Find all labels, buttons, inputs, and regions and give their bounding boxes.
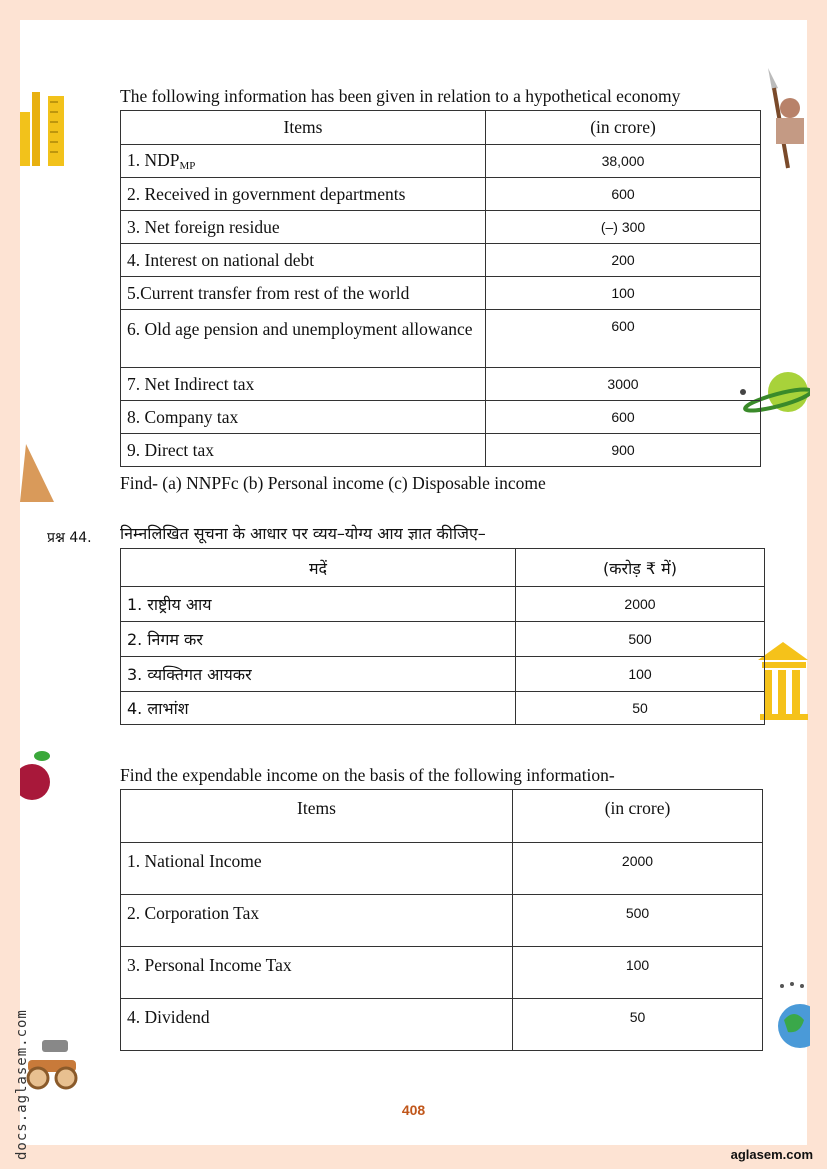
row-value: 50 — [516, 692, 765, 725]
row-value: 2000 — [513, 843, 763, 895]
row-value: 600 — [486, 401, 761, 434]
table-row — [121, 368, 761, 401]
row-label: 4. Interest on national debt — [121, 244, 486, 277]
table-row — [121, 587, 765, 622]
row-label: 4. Dividend — [121, 999, 513, 1051]
row-value: 50 — [513, 999, 763, 1051]
q44-intro-hindi: निम्नलिखित सूचना के आधार पर व्यय–योग्य आय ज्ञात कीजिए– — [120, 524, 486, 543]
row-label: 5.Current transfer from rest of the world — [121, 277, 486, 310]
row-label: 3. व्यक्तिगत आयकर — [121, 657, 516, 692]
q43-table — [120, 110, 761, 467]
side-watermark: docs.aglasem.com — [14, 1009, 30, 1160]
row-label: 3. Net foreign residue — [121, 211, 486, 244]
header-value: (in crore) — [513, 790, 763, 843]
pyramid-decoration-icon — [20, 444, 54, 502]
page-number: 408 — [401, 1102, 426, 1118]
q44-intro-english: Find the expendable income on the basis of the following information- — [120, 765, 615, 785]
pillar-building-icon — [758, 642, 808, 720]
caveman-decoration-icon — [762, 68, 810, 172]
row-label: 6. Old age pension and unemployment allowance — [121, 310, 486, 368]
table-row — [121, 244, 761, 277]
q43-intro: The following information has been given in relation to a hypothetical economy — [120, 86, 681, 106]
header-items: Items — [121, 790, 513, 843]
table-row — [121, 843, 763, 895]
row-value: 100 — [486, 277, 761, 310]
header-items: Items — [121, 111, 486, 145]
row-label: 2. निगम कर — [121, 622, 516, 657]
table-row — [121, 145, 761, 178]
table-header-row — [121, 111, 761, 145]
apple-decoration-icon — [20, 742, 54, 804]
row-value: 100 — [516, 657, 765, 692]
q44-hindi-table — [120, 548, 765, 725]
table-row — [121, 178, 761, 211]
q44-english-table — [120, 789, 763, 1051]
row-label: 7. Net Indirect tax — [121, 368, 486, 401]
row-value: 100 — [513, 947, 763, 999]
row-label: 9. Direct tax — [121, 434, 486, 467]
row-value: 38,000 — [486, 145, 761, 178]
row-value: 2000 — [516, 587, 765, 622]
header-value: (करोड़ ₹ में) — [516, 549, 765, 587]
question-number: प्रश्न 44. — [47, 530, 92, 546]
table-row — [121, 895, 763, 947]
label-subscript: MP — [179, 160, 196, 172]
table-row — [121, 310, 761, 368]
table-header-row — [121, 790, 763, 843]
header-items: मदें — [121, 549, 516, 587]
table-row — [121, 622, 765, 657]
table-row — [121, 434, 761, 467]
row-label: 1. $NDP_{MP}$ — [121, 145, 486, 178]
row-label: 4. लाभांश — [121, 692, 516, 725]
header-value: (in crore) — [486, 111, 761, 145]
footer-site-link[interactable]: aglasem.com — [730, 1147, 813, 1162]
table-row — [121, 277, 761, 310]
row-value: 900 — [486, 434, 761, 467]
row-label: 8. Company tax — [121, 401, 486, 434]
row-value: 500 — [516, 622, 765, 657]
table-row — [121, 401, 761, 434]
row-value: 3000 — [486, 368, 761, 401]
row-value: (–) 300 — [486, 211, 761, 244]
row-value: 200 — [486, 244, 761, 277]
row-label: 1. National Income — [121, 843, 513, 895]
row-value: 600 — [486, 310, 761, 368]
globe-decoration-icon — [776, 980, 810, 1052]
table-row — [121, 657, 765, 692]
q43-find-text: Find- (a) NNPFc (b) Personal income (c) Disposable income — [120, 473, 546, 493]
row-value: 500 — [513, 895, 763, 947]
row-label: 3. Personal Income Tax — [121, 947, 513, 999]
row-label: 2. Corporation Tax — [121, 895, 513, 947]
row-label: 2. Received in government departments — [121, 178, 486, 211]
cannon-cart-decoration-icon — [22, 1036, 80, 1090]
ruler-decoration-icon — [20, 92, 66, 168]
table-row — [121, 999, 763, 1051]
table-row — [121, 947, 763, 999]
table-row — [121, 211, 761, 244]
row-value: 600 — [486, 178, 761, 211]
table-header-row — [121, 549, 765, 587]
table-row — [121, 692, 765, 725]
row-label: 1. राष्ट्रीय आय — [121, 587, 516, 622]
